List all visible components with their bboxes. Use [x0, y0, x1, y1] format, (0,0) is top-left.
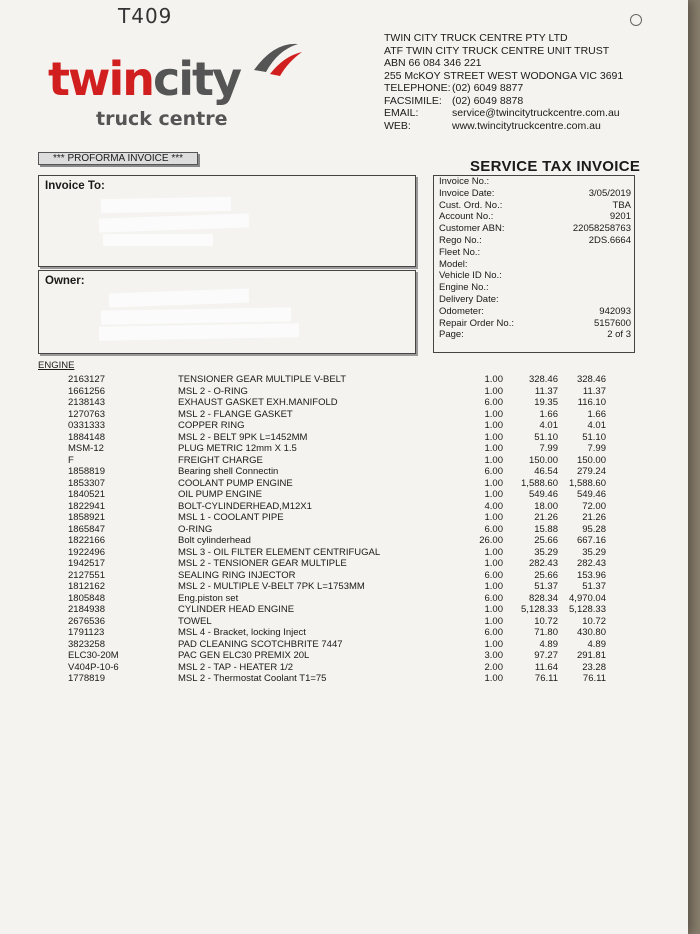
item-desc: Bolt cylinderhead — [178, 535, 251, 546]
detail-label: Delivery Date: — [439, 293, 499, 305]
line-item — [0, 627, 688, 639]
item-qty: 1.00 — [484, 581, 503, 592]
line-item — [0, 478, 688, 490]
item-qty: 1.00 — [484, 454, 503, 466]
contact-row — [384, 107, 623, 120]
item-desc: COOLANT PUMP ENGINE — [178, 477, 293, 489]
item-qty: 1.00 — [484, 512, 503, 523]
item-total: 430.80 — [576, 627, 606, 638]
item-total: 328.46 — [576, 374, 606, 385]
item-price: 21.26 — [534, 512, 558, 523]
item-desc: SEALING RING INJECTOR — [178, 569, 296, 581]
item-desc: O-RING — [178, 523, 213, 535]
item-qty: 6.00 — [484, 569, 503, 581]
logo-swoosh-icon — [244, 38, 304, 78]
item-qty: 6.00 — [484, 397, 503, 408]
invoice-to-box — [38, 175, 416, 267]
detail-label: Page: — [439, 329, 464, 341]
item-qty: 6.00 — [484, 592, 503, 604]
line-item — [0, 489, 688, 501]
detail-label: Fleet No.: — [439, 246, 481, 258]
item-code: 1865847 — [68, 523, 105, 535]
item-total: 282.43 — [576, 558, 606, 569]
item-total: 4.01 — [587, 420, 606, 431]
detail-value: 942093 — [599, 305, 631, 317]
item-desc: TOWEL — [178, 615, 212, 627]
item-code: 2676536 — [68, 615, 105, 627]
item-total: 1,588.60 — [569, 477, 606, 489]
item-desc: Eng.piston set — [178, 592, 239, 604]
item-total: 549.46 — [576, 489, 606, 500]
item-price: 282.43 — [528, 558, 558, 569]
redaction — [109, 289, 249, 308]
item-code: 1942517 — [68, 558, 105, 569]
line-item — [0, 662, 688, 674]
item-qty: 2.00 — [484, 661, 503, 673]
item-qty: 1.00 — [484, 638, 503, 650]
item-total: 291.81 — [576, 650, 606, 661]
item-desc: MSL 2 - TENSIONER GEAR MULTIPLE — [178, 558, 347, 569]
item-code: 2138143 — [68, 397, 105, 408]
handwritten-note: T409 — [118, 4, 173, 28]
item-total: 4,970.04 — [569, 592, 606, 604]
section-heading: ENGINE — [38, 360, 75, 371]
contact-value: www.twincitytruckcentre.com.au — [452, 119, 601, 132]
owner-label: Owner: — [45, 275, 85, 287]
company-trust: ATF TWIN CITY TRUCK CENTRE UNIT TRUST — [384, 44, 610, 57]
item-price: 19.35 — [534, 397, 558, 408]
item-qty: 4.00 — [484, 500, 503, 512]
item-total: 153.96 — [576, 569, 606, 581]
item-price: 1,588.60 — [521, 477, 558, 489]
item-code: 2127551 — [68, 569, 105, 581]
line-item — [0, 650, 688, 662]
detail-row — [434, 318, 634, 330]
item-price: 11.64 — [534, 661, 558, 673]
detail-label: Cust. Ord. No.: — [439, 199, 503, 211]
item-code: 1778819 — [68, 673, 105, 684]
item-total: 51.37 — [582, 581, 606, 592]
detail-row — [434, 282, 634, 294]
item-code: 1270763 — [68, 408, 105, 420]
item-price: 51.37 — [534, 581, 558, 592]
item-total: 11.37 — [582, 385, 606, 397]
contact-label: TELEPHONE: — [384, 82, 451, 94]
item-code: 1858921 — [68, 512, 105, 523]
company-logo — [48, 38, 288, 138]
item-price: 7.99 — [539, 443, 558, 454]
item-total: 279.24 — [576, 466, 606, 477]
line-item — [0, 604, 688, 616]
item-price: 97.27 — [534, 650, 558, 661]
item-desc: MSL 1 - COOLANT PIPE — [178, 512, 284, 523]
detail-value: 22058258763 — [572, 223, 631, 235]
item-qty: 1.00 — [484, 385, 503, 397]
line-items — [0, 374, 688, 685]
item-code: 3823258 — [68, 638, 105, 650]
item-qty: 1.00 — [484, 477, 503, 489]
item-qty: 3.00 — [484, 650, 503, 661]
item-price: 51.10 — [534, 431, 558, 443]
item-price: 11.37 — [534, 385, 558, 397]
item-total: 116.10 — [577, 397, 606, 408]
item-price: 5,128.33 — [521, 604, 558, 615]
item-desc: PLUG METRIC 12mm X 1.5 — [178, 443, 297, 454]
item-qty: 1.00 — [484, 604, 503, 615]
company-address: 255 McKOY STREET WEST WODONGA VIC 3691 — [384, 69, 624, 82]
item-code: V404P-10-6 — [68, 661, 119, 673]
item-desc: MSL 2 - MULTIPLE V-BELT 7PK L=1753MM — [178, 581, 365, 592]
item-total: 95.28 — [582, 523, 606, 535]
item-total: 1.66 — [587, 408, 606, 420]
item-desc: MSL 4 - Bracket, locking Inject — [178, 627, 306, 638]
company-abn: ABN 66 084 346 221 — [384, 57, 482, 69]
detail-row — [434, 306, 634, 318]
item-price: 15.88 — [534, 523, 558, 535]
item-total: 5,128.33 — [569, 604, 606, 615]
item-total: 10.72 — [582, 615, 606, 627]
detail-label: Account No.: — [439, 211, 494, 223]
item-price: 549.46 — [528, 489, 558, 500]
invoice-details-box — [433, 175, 635, 353]
detail-row — [434, 188, 634, 200]
item-price: 150.00 — [528, 454, 558, 466]
redaction — [99, 213, 249, 232]
detail-row — [434, 329, 634, 341]
company-name: TWIN CITY TRUCK CENTRE PTY LTD — [384, 32, 568, 44]
line-item — [0, 501, 688, 513]
line-item — [0, 593, 688, 605]
item-desc: BOLT-CYLINDERHEAD,M12X1 — [178, 500, 312, 512]
item-desc: OIL PUMP ENGINE — [178, 489, 262, 500]
document-title: SERVICE TAX INVOICE — [470, 158, 641, 175]
item-qty: 1.00 — [484, 431, 503, 443]
detail-value: 9201 — [609, 211, 631, 223]
line-item — [0, 535, 688, 547]
item-qty: 1.00 — [484, 489, 503, 500]
proforma-label: *** PROFORMA INVOICE *** — [38, 152, 198, 165]
logo-subtitle: truck centre — [96, 108, 228, 130]
item-code: 1853307 — [68, 477, 105, 489]
detail-value: 2DS.6664 — [588, 234, 631, 246]
item-qty: 1.00 — [484, 673, 503, 684]
item-code: MSM-12 — [68, 443, 104, 454]
line-item — [0, 455, 688, 467]
invoice-to-label: Invoice To: — [45, 180, 105, 192]
item-qty: 6.00 — [484, 466, 503, 477]
line-item — [0, 466, 688, 478]
item-price: 10.72 — [534, 615, 558, 627]
line-item — [0, 432, 688, 444]
item-total: 150.00 — [576, 454, 606, 466]
item-price: 18.00 — [534, 500, 558, 512]
contact-value: service@twincitytruckcentre.com.au — [452, 107, 620, 119]
owner-box — [38, 270, 416, 354]
item-code: 1661256 — [68, 385, 105, 397]
contact-value: (02) 6049 8878 — [452, 94, 524, 107]
item-code: 1822941 — [68, 500, 105, 512]
detail-label: Engine No.: — [439, 282, 489, 294]
line-item — [0, 443, 688, 455]
detail-label: Invoice No.: — [439, 176, 490, 187]
redaction — [101, 197, 231, 213]
item-desc: Bearing shell Connectin — [178, 466, 279, 477]
item-qty: 1.00 — [484, 443, 503, 454]
item-qty: 1.00 — [484, 408, 503, 420]
item-price: 4.89 — [539, 638, 558, 650]
item-qty: 26.00 — [479, 535, 503, 546]
item-price: 4.01 — [539, 420, 558, 431]
detail-label: Vehicle ID No.: — [439, 270, 502, 282]
detail-label: Customer ABN: — [439, 223, 505, 235]
line-item — [0, 386, 688, 398]
detail-value: 5157600 — [594, 317, 631, 329]
logo-city: city — [153, 52, 241, 106]
line-item — [0, 639, 688, 651]
detail-label: Odometer: — [439, 305, 484, 317]
item-desc: MSL 2 - O-RING — [178, 385, 248, 397]
item-code: 2163127 — [68, 374, 105, 385]
item-price: 71.80 — [534, 627, 558, 638]
item-code: F — [68, 454, 74, 466]
item-total: 21.26 — [582, 512, 606, 523]
detail-value: 3/05/2019 — [588, 187, 631, 199]
detail-row — [434, 294, 634, 306]
item-qty: 1.00 — [484, 558, 503, 569]
item-qty: 1.00 — [484, 546, 503, 558]
detail-value: 2 of 3 — [607, 329, 631, 341]
item-desc: EXHAUST GASKET EXH.MANIFOLD — [178, 397, 338, 408]
detail-row — [434, 270, 634, 282]
item-desc: PAD CLEANING SCOTCHBRITE 7447 — [178, 638, 343, 650]
item-total: 7.99 — [587, 443, 606, 454]
item-desc: CYLINDER HEAD ENGINE — [178, 604, 295, 615]
item-code: 1922496 — [68, 546, 105, 558]
line-item — [0, 512, 688, 524]
logo-twin: twin — [48, 52, 154, 106]
item-code: 0331333 — [68, 420, 105, 431]
item-desc: TENSIONER GEAR MULTIPLE V-BELT — [178, 374, 347, 385]
item-desc: PAC GEN ELC30 PREMIX 20L — [178, 650, 310, 661]
contact-row — [384, 95, 623, 108]
item-desc: MSL 2 - Thermostat Coolant T1=75 — [178, 673, 327, 684]
item-desc: MSL 2 - BELT 9PK L=1452MM — [178, 431, 308, 443]
item-price: 328.46 — [528, 374, 558, 385]
item-total: 667.16 — [576, 535, 606, 546]
item-code: ELC30-20M — [68, 650, 119, 661]
item-price: 25.66 — [534, 535, 558, 546]
item-total: 35.29 — [582, 546, 606, 558]
item-total: 4.89 — [587, 638, 606, 650]
item-total: 76.11 — [582, 673, 606, 684]
contact-label: EMAIL: — [384, 107, 419, 119]
detail-value: TBA — [612, 199, 631, 211]
logo-wordmark — [48, 52, 241, 106]
line-item — [0, 420, 688, 432]
line-item — [0, 524, 688, 536]
line-item — [0, 547, 688, 559]
redaction — [103, 234, 213, 246]
item-desc: MSL 3 - OIL FILTER ELEMENT CENTRIFUGAL — [178, 546, 381, 558]
item-qty: 1.00 — [484, 374, 503, 385]
item-code: 1812162 — [68, 581, 105, 592]
item-desc: FREIGHT CHARGE — [178, 454, 263, 466]
item-total: 23.28 — [582, 661, 606, 673]
line-item — [0, 570, 688, 582]
contact-row — [384, 120, 623, 133]
line-item — [0, 673, 688, 685]
detail-label: Invoice Date: — [439, 187, 495, 199]
item-price: 1.66 — [539, 408, 558, 420]
item-code: 1840521 — [68, 489, 105, 500]
item-total: 51.10 — [582, 431, 606, 443]
redaction — [101, 307, 291, 324]
line-item — [0, 616, 688, 628]
detail-label: Model: — [439, 258, 468, 270]
line-item — [0, 374, 688, 386]
redaction — [99, 323, 299, 340]
item-code: 1858819 — [68, 466, 105, 477]
item-code: 2184938 — [68, 604, 105, 615]
item-total: 72.00 — [582, 500, 606, 512]
detail-row — [434, 200, 634, 212]
detail-row — [434, 247, 634, 259]
contact-value: (02) 6049 8877 — [452, 82, 524, 94]
company-details — [384, 32, 623, 132]
item-desc: MSL 2 - FLANGE GASKET — [178, 408, 293, 420]
hole-punch-mark — [630, 14, 642, 26]
contact-row — [384, 82, 623, 95]
detail-row — [434, 235, 634, 247]
detail-label: Rego No.: — [439, 234, 482, 246]
item-price: 76.11 — [534, 673, 558, 684]
item-qty: 1.00 — [484, 420, 503, 431]
item-desc: COPPER RING — [178, 420, 245, 431]
item-price: 25.66 — [534, 569, 558, 581]
detail-row — [434, 211, 634, 223]
line-item — [0, 558, 688, 570]
item-qty: 1.00 — [484, 615, 503, 627]
item-qty: 6.00 — [484, 627, 503, 638]
item-price: 35.29 — [534, 546, 558, 558]
line-item — [0, 581, 688, 593]
item-price: 828.34 — [528, 592, 558, 604]
line-item — [0, 409, 688, 421]
detail-row — [434, 176, 634, 188]
item-qty: 6.00 — [484, 523, 503, 535]
detail-label: Repair Order No.: — [439, 317, 514, 329]
detail-row — [434, 223, 634, 235]
item-price: 46.54 — [534, 466, 558, 477]
contact-label: WEB: — [384, 119, 411, 132]
item-code: 1805848 — [68, 592, 105, 604]
company-contacts — [384, 82, 623, 132]
item-desc: MSL 2 - TAP - HEATER 1/2 — [178, 661, 294, 673]
item-code: 1822166 — [68, 535, 105, 546]
line-item — [0, 397, 688, 409]
detail-row — [434, 259, 634, 271]
item-code: 1791123 — [68, 627, 105, 638]
item-code: 1884148 — [68, 431, 105, 443]
contact-label: FACSIMILE: — [384, 94, 442, 107]
